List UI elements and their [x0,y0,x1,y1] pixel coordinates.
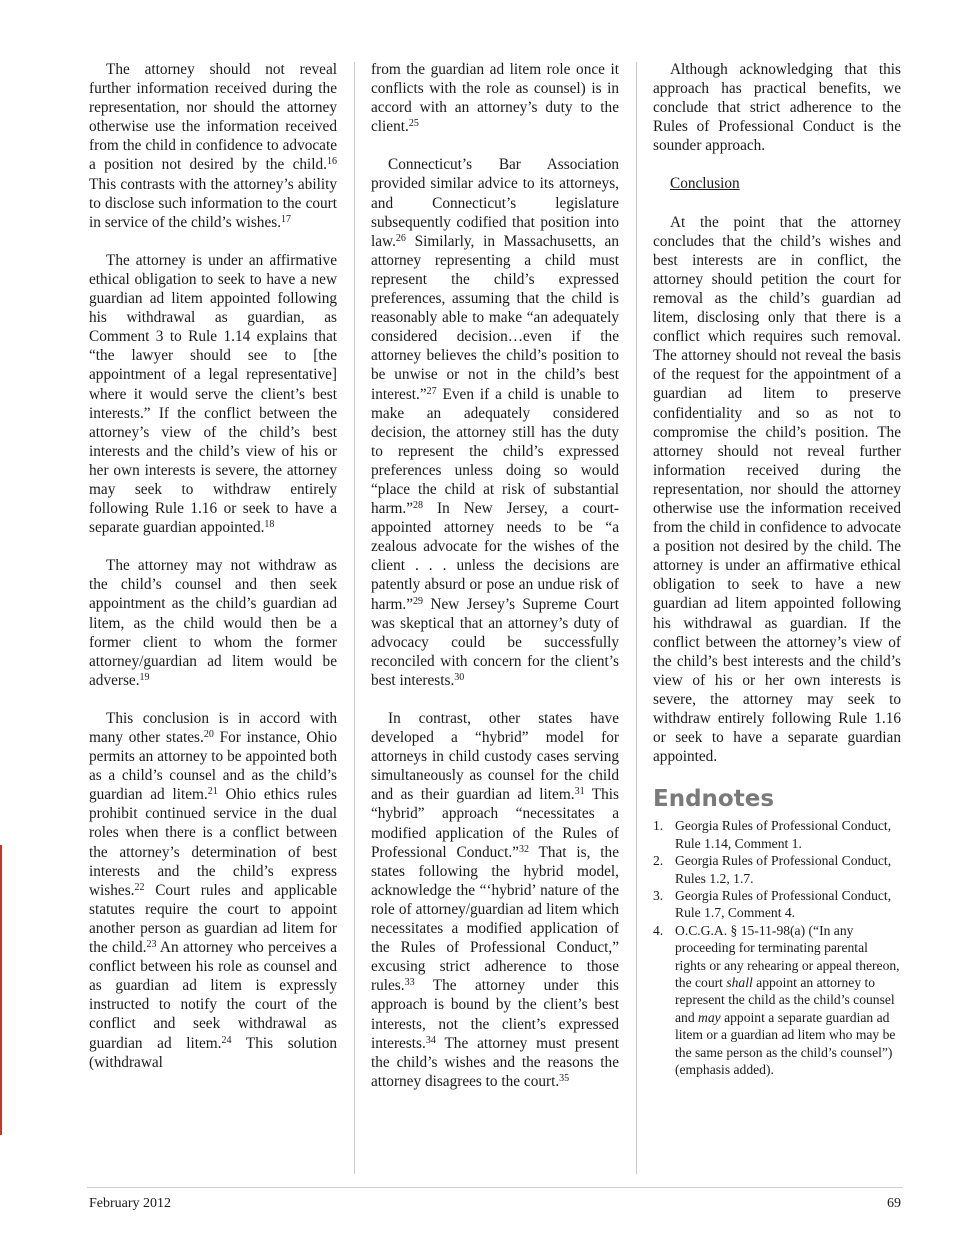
endnote-number: 4. [653,922,664,938]
page-edge-mark [0,845,2,1135]
paragraph-text: The attorney under this approach is bound by the client’s best interests, not the client’s expressed interests. [371,977,619,1052]
paragraph-text: The attorney should not reveal further information received during the representation, nor should the attorney otherwise use the information received from the child in confidence to advocate a position not desired by the child. [89,61,337,174]
column-divider [636,62,637,1174]
paragraph-text: This solution (withdrawal [89,1034,337,1071]
paragraph-text: from the guardian ad litem role once it conflicts with the role as counsel) is in accord with an attorney’s duty to the client. [371,61,619,136]
footnote-ref: 29 [413,595,424,607]
paragraph [89,60,337,232]
paragraph-text: Similarly, in Massachusetts, an attorney representing a child must represent the child’s expressed preferences, assuming that the child is reasonably able to make “an adequately considered decision…even if the attorney believes the child’s position to be unwise or not in the child’s best interest.” [371,232,619,403]
column-3 [653,60,901,1078]
footnote-ref: 18 [264,519,275,531]
footnote-ref: 19 [139,671,150,683]
endnote-text: appoint a separate guardian ad litem or a guardian ad litem who may be the same person as the child’s counsel”) (emphasis added). [675,1009,896,1077]
paragraph-text: Even if a child is unable to make an adequately considered decision, the attorney still has the duty to represent the child’s expressed preferences unless doing so would “place the child at risk of substantial harm.” [371,385,619,518]
footnote-ref: 24 [221,1034,232,1046]
paragraph-text: That is, the states following the hybrid model, acknowledge the “‘hybrid’ nature of the role of attorney/guardian ad litem which necessitates a modified application of the Rules of Professional Conduct,” excusing strict adherence to those rules. [371,843,619,995]
paragraph-text: This contrasts with the attorney’s ability to disclose such information to the court in service of the child’s wishes. [89,175,337,231]
paragraph: Although acknowledging that this approach has practical benefits, we conclude that strict adherence to the Rules of Professional Conduct is the sounder approach. [653,61,901,155]
paragraph-text: The attorney is under an affirmative ethical obligation to seek to have a new guardian ad litem appointed following his withdrawal as guardian, as Comment 3 to Rule 1.14 explains that “the lawyer should see to [the appointment of a legal representative] where it would serve the client’s best interests.” If the conflict between the attorney’s view of the child’s best interests and the child’s view of his or her own interests is severe, the attorney may seek to withdraw entirely following Rule 1.16 or seek to have a separate guardian appointed. [89,251,337,537]
paragraph [89,556,337,690]
endnote-text: Georgia Rules of Professional Conduct, Rule 1.14, Comment 1. [675,818,892,851]
paragraph-text: For instance, Ohio permits an attorney to be appointed both as a child’s counsel and as the child’s guardian ad litem. [89,729,338,804]
column-divider [354,62,355,1174]
endnote-text: O.C.G.A. § 15-11-98(a) (“In any proceeding for terminating parental rights or any rehearing or appeal thereon, the court [675,922,900,990]
paragraph-text: This conclusion is in accord with many other states. [89,709,337,746]
footnote-ref: 25 [408,118,419,130]
paragraph-text: This “hybrid” approach “necessitates a modified application of the Rules of Professional Conduct.” [371,786,619,861]
paragraph: At the point that the attorney concludes that the child’s wishes and best interests are in conflict, the attorney should petition the court for removal as the child’s guardian ad litem, disclosing only that there is a conflict which requires such removal. The attorney should not reveal the basis of the request for the appointment of a guardian ad litem to preserve confidentiality and so as not to compromise the child’s position. The attorney should not reveal further information received during the representation, nor should the attorney otherwise use the information received from the child in confidence to advocate a position not desired by the child. The attorney is under an affirmative ethical obligation to seek to have a new guardian ad litem appointed following his withdrawal as guardian. If the conflict between the attorney’s view of the child’s best interests and the child’s view of his or her own interests is severe, the attorney may seek to withdraw entirely following Rule 1.16 or seek to have a separate guardian appointed. [653,213,901,766]
emphasis: may [698,1009,721,1025]
footnote-ref: 17 [281,213,292,225]
footer-date: February 2012 [89,1196,172,1211]
endnote-text: appoint an attorney to represent the child as the child’s counsel and [675,974,895,1025]
endnote-number: 3. [653,887,664,903]
endnote-text: Georgia Rules of Professional Conduct, Rules 1.2, 1.7. [675,853,892,886]
paragraph-text: In New Jersey, a court-appointed attorney needs to be “a zealous advocate for the wishes of the client . . . unless the decisions are patently absurd or pose an undue risk of harm.” [371,500,619,613]
column-2 [371,60,619,1110]
footnote-ref: 27 [426,385,437,397]
endnote-item [653,887,901,922]
endnote-text: Georgia Rules of Professional Conduct, Rule 1.7, Comment 4. [675,887,892,921]
endnote-number: 1. [653,818,664,834]
paragraph [89,709,337,1072]
paragraph [371,709,619,1091]
endnote-number: 2. [653,853,664,869]
emphasis: shall [726,974,753,990]
page-number: 69 [887,1196,901,1211]
footnote-ref: 26 [395,232,406,244]
conclusion-heading: Conclusion [670,175,740,193]
footnote-ref: 35 [559,1072,570,1084]
paragraph-text: New Jersey’s Supreme Court was skeptical that an attorney’s duty of advocacy could be successfully reconciled with concern for the client’s best interests. [371,595,619,689]
footnote-ref: 30 [454,671,465,683]
footnote-ref: 16 [327,156,337,168]
footnote-ref: 21 [207,786,218,798]
paragraph [371,155,619,690]
paragraph [371,60,619,136]
footnote-ref: 20 [203,729,214,740]
endnotes-heading: Endnotes [653,786,775,813]
paragraph-text: Court rules and applicable statutes require the court to appoint another person as guardian ad litem for the child. [89,881,337,957]
column-1 [89,60,337,1091]
footnote-ref: 28 [413,500,424,512]
footnote-ref: 34 [425,1034,436,1046]
footnote-ref: 31 [574,786,585,798]
paragraph-text: Ohio ethics rules prohibit continued service in the dual roles when there is a conflict between the attorney’s determination of best interests and the child’s express wishes. [89,786,338,899]
footnote-ref: 32 [518,843,529,855]
endnote-item [653,922,901,1079]
footnote-ref: 33 [404,977,415,989]
paragraph-text: An attorney who perceives a conflict between his role as counsel and as guardian ad litem is expressly instructed to notify the court of the conflict and seek withdrawal as guardian ad litem. [89,939,337,1052]
paragraph-text: In contrast, other states have developed a “hybrid” model for attorneys in child custody cases serving simultaneously as counsel for the child and as their guardian ad litem. [371,710,619,804]
paragraph [89,251,337,537]
paragraph-text: The attorney must present the child’s wishes and the reasons the attorney disagrees to the court. [371,1034,619,1090]
footnote-ref: 22 [134,881,145,893]
footnote-ref: 23 [146,939,157,951]
paragraph-text: The attorney may not withdraw as the child’s counsel and then seek appointment as the child’s guardian ad litem, as the child would then be a former client to whom the former attorney/guardian ad litem would be adverse. [89,557,337,689]
endnotes-list [653,817,901,1078]
paragraph-text: Connecticut’s Bar Association provided similar advice to its attorneys, and Connecticut’s legislature subsequently codified that position into law. [371,156,619,250]
page-footer [87,1187,903,1211]
endnote-item [653,852,901,887]
endnote-item [653,817,901,852]
